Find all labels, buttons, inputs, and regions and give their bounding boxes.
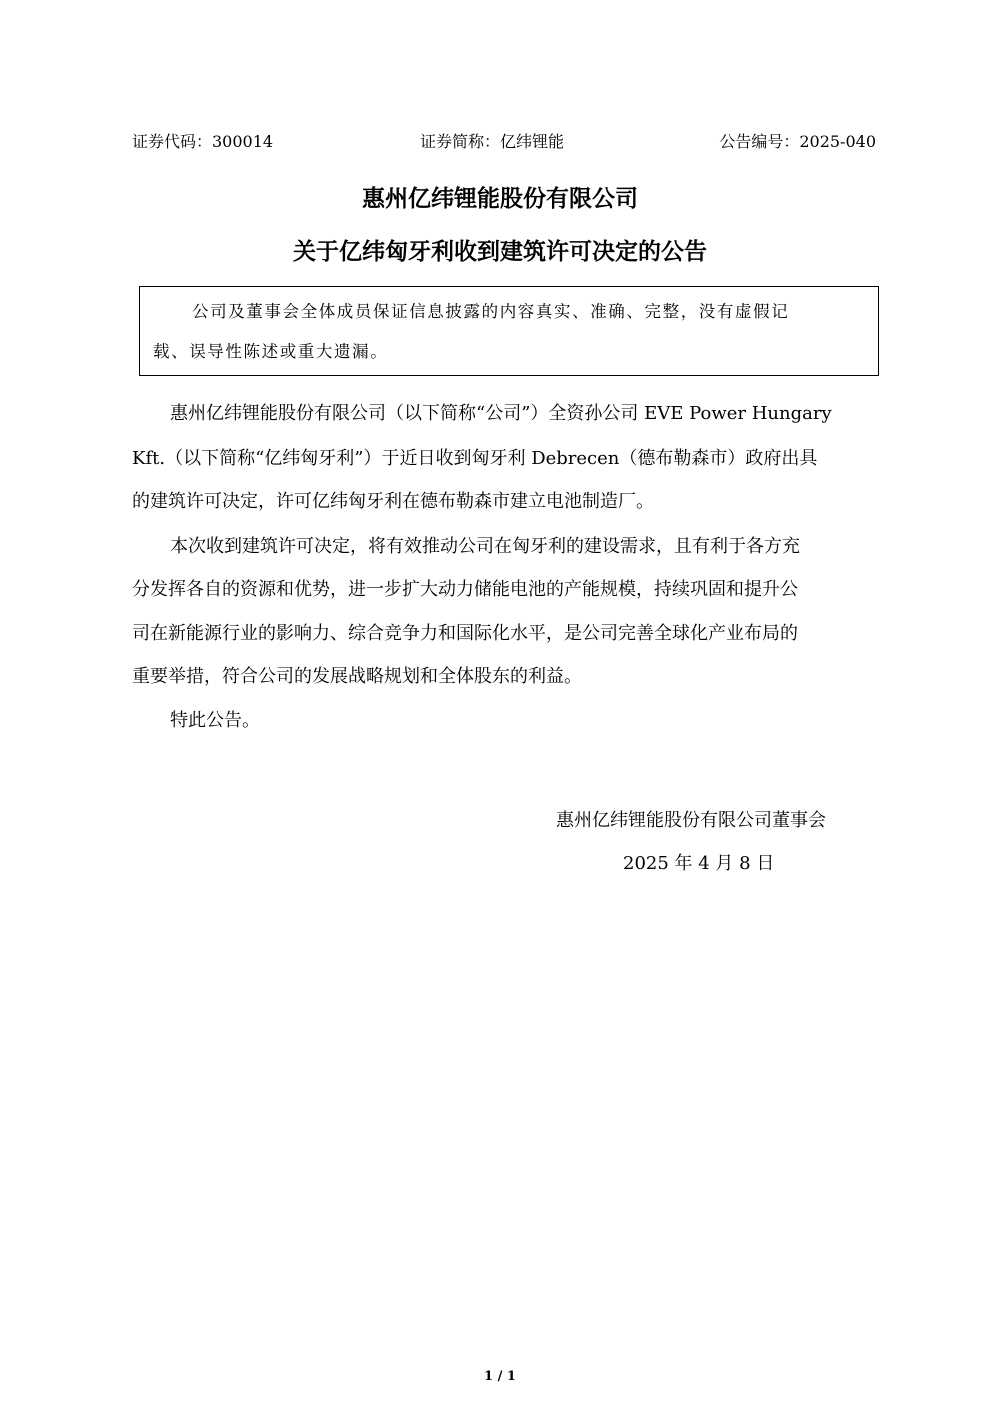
- paragraph-line: Kft.（以下简称“亿纬匈牙利”）于近日收到匈牙利 Debrecen（德布勒森市）政府出具: [132, 448, 818, 469]
- announcement-number: 公告编号：2025-040: [719, 132, 876, 151]
- stock-name: 证券简称：亿纬锂能: [420, 132, 565, 151]
- document-header: [132, 130, 876, 154]
- signature-date: 2025 年 4 月 8 日: [623, 853, 775, 874]
- paragraph-line: 司在新能源行业的影响力、综合竞争力和国际化水平，是公司完善全球化产业布局的: [132, 623, 798, 644]
- paragraph-line: 本次收到建筑许可决定，将有效推动公司在匈牙利的建设需求，且有利于各方充: [170, 536, 800, 557]
- page-number: 1 / 1: [484, 1369, 516, 1384]
- paragraph-line: 惠州亿纬锂能股份有限公司（以下简称“公司”）全资孙公司 EVE Power Hungary: [170, 403, 832, 424]
- notice-line: 载、误导性陈述或重大遗漏。: [153, 342, 389, 361]
- company-title: 惠州亿纬锂能股份有限公司: [362, 186, 638, 212]
- paragraph-line: 分发挥各自的资源和优势，进一步扩大动力储能电池的产能规模，持续巩固和提升公: [132, 579, 798, 600]
- disclosure-notice-box: [139, 286, 879, 376]
- notice-line: 公司及董事会全体成员保证信息披露的内容真实、准确、完整，没有虚假记: [192, 302, 790, 321]
- stock-code: 证券代码：300014: [132, 132, 274, 151]
- signature-company: 惠州亿纬锂能股份有限公司董事会: [556, 810, 826, 831]
- announcement-title: 关于亿纬匈牙利收到建筑许可决定的公告: [293, 239, 707, 265]
- paragraph-line: 特此公告。: [170, 710, 260, 731]
- paragraph-line: 重要举措，符合公司的发展战略规划和全体股东的利益。: [132, 666, 582, 687]
- paragraph-line: 的建筑许可决定，许可亿纬匈牙利在德布勒森市建立电池制造厂。: [132, 491, 654, 512]
